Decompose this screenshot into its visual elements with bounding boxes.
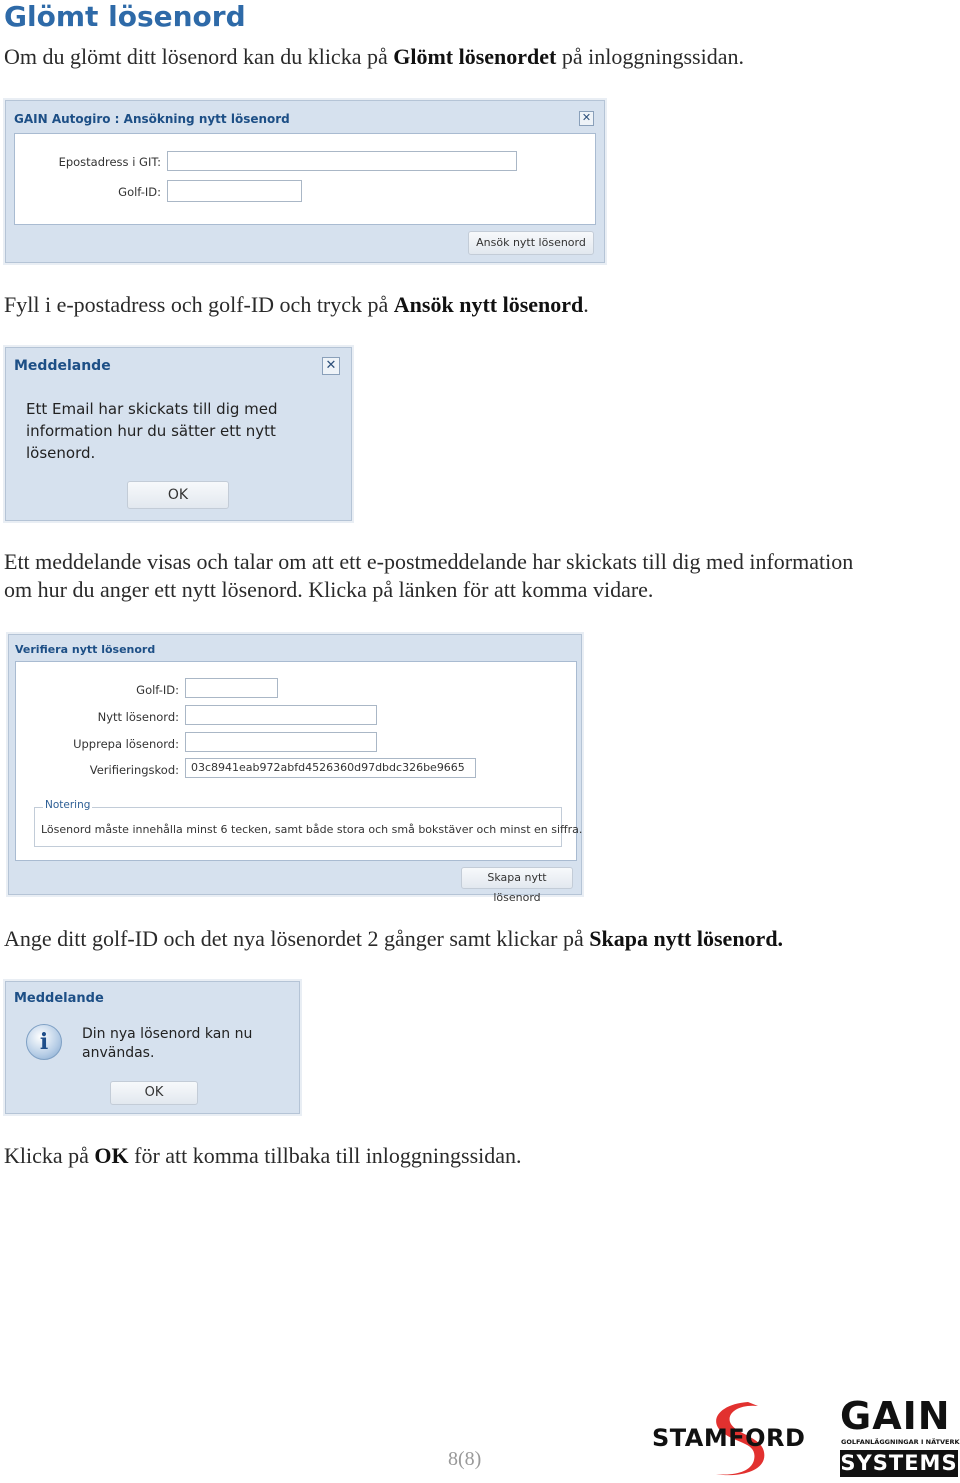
stamford-logo <box>650 1398 810 1478</box>
ok-button[interactable]: OK <box>127 481 229 509</box>
new-password-field[interactable] <box>185 705 377 725</box>
message-line: Din nya lösenord kan nu <box>82 1026 253 1042</box>
gain-tagline: GOLFANLÄGGNINGAR I NÄTVERK <box>841 1438 960 1446</box>
close-icon[interactable]: ✕ <box>322 357 340 375</box>
systems-wordmark: SYSTEMS <box>840 1451 958 1475</box>
p4-text: Ange ditt golf-ID och det nya lösenordet 2 gånger samt klickar på <box>4 926 590 951</box>
page-title: Glömt lösenord <box>4 0 246 33</box>
intro-text: Om du glömt ditt lösenord kan du klicka på <box>4 44 394 69</box>
instruction-paragraph-4 <box>4 925 783 953</box>
intro-bold: Glömt lösenordet <box>393 44 557 69</box>
note-box <box>34 799 583 847</box>
golfid-label: Golf-ID: <box>136 683 179 697</box>
p5-text: Klicka på <box>4 1143 95 1168</box>
email-label: Epostadress i GIT: <box>58 155 161 169</box>
verify-password-dialog <box>8 634 583 904</box>
email-sent-dialog <box>5 347 352 521</box>
dialog-title: GAIN Autogiro : Ansökning nytt lösenord <box>14 112 290 126</box>
p2-text-end: . <box>583 292 589 317</box>
p5-text-end: för att komma tillbaka till inloggningssidan. <box>128 1143 522 1168</box>
intro-text-end: på inloggningssidan. <box>556 44 744 69</box>
stamford-wordmark: STAMFORD <box>652 1424 806 1452</box>
dialog-form <box>14 133 596 225</box>
golfid-label: Golf-ID: <box>118 185 161 199</box>
password-updated-dialog <box>5 981 300 1114</box>
repeat-password-label: Upprepa lösenord: <box>73 737 179 751</box>
p2-text: Fyll i e-postadress och golf-ID och tryck på <box>4 292 394 317</box>
dialog-message <box>82 1025 252 1063</box>
new-password-label: Nytt lösenord: <box>97 710 179 724</box>
p3-line: om hur du anger ett nytt lösenord. Klicka på länken för att komma vidare. <box>4 577 654 602</box>
apply-new-password-button[interactable]: Ansök nytt lösenord <box>468 231 594 255</box>
note-text: Lösenord måste innehålla minst 6 tecken, samt både stora och små bokstäver och minst en siffra. <box>41 823 583 836</box>
p3-line: Ett meddelande visas och talar om att ett e-postmeddelande har skickats till dig med information <box>4 549 854 574</box>
dialog-title: Meddelande <box>14 358 111 374</box>
golfid-field[interactable] <box>185 678 278 698</box>
dialog-title: Meddelande <box>14 991 104 1006</box>
message-line: Ett Email har skickats till dig med <box>26 400 278 418</box>
message-line: användas. <box>82 1045 155 1061</box>
close-icon[interactable]: ✕ <box>579 111 594 126</box>
repeat-password-field[interactable] <box>185 732 377 752</box>
dialog-form <box>15 661 583 861</box>
intro-paragraph <box>4 43 744 71</box>
p2-bold: Ansök nytt lösenord <box>393 292 584 317</box>
verification-code-label: Verifieringskod: <box>89 763 179 777</box>
gain-wordmark: GAIN <box>840 1394 951 1438</box>
message-line: information hur du sätter ett nytt <box>26 422 276 440</box>
golfid-field[interactable] <box>167 180 302 202</box>
instruction-paragraph-2 <box>4 291 589 319</box>
email-field[interactable] <box>167 151 517 171</box>
p5-bold: OK <box>94 1143 129 1168</box>
dialog-message <box>26 398 278 464</box>
page-number: 8(8) <box>448 1448 482 1470</box>
message-line: lösenord. <box>26 444 96 462</box>
p4-bold: Skapa nytt lösenord. <box>589 926 784 951</box>
apply-password-dialog <box>5 100 605 263</box>
instruction-paragraph-5 <box>4 1142 522 1170</box>
note-legend: Notering <box>45 799 91 811</box>
dialog-title: Verifiera nytt lösenord <box>15 643 156 656</box>
verification-code-field[interactable]: 03c8941eab972abfd4526360d97dbdc326be9665 <box>185 758 476 778</box>
ok-button[interactable]: OK <box>110 1081 198 1105</box>
gain-systems-logo <box>838 1395 960 1479</box>
info-icon: i <box>26 1024 62 1060</box>
instruction-paragraph-3 <box>4 548 853 604</box>
create-new-password-button[interactable]: Skapa nytt lösenord <box>461 867 573 889</box>
